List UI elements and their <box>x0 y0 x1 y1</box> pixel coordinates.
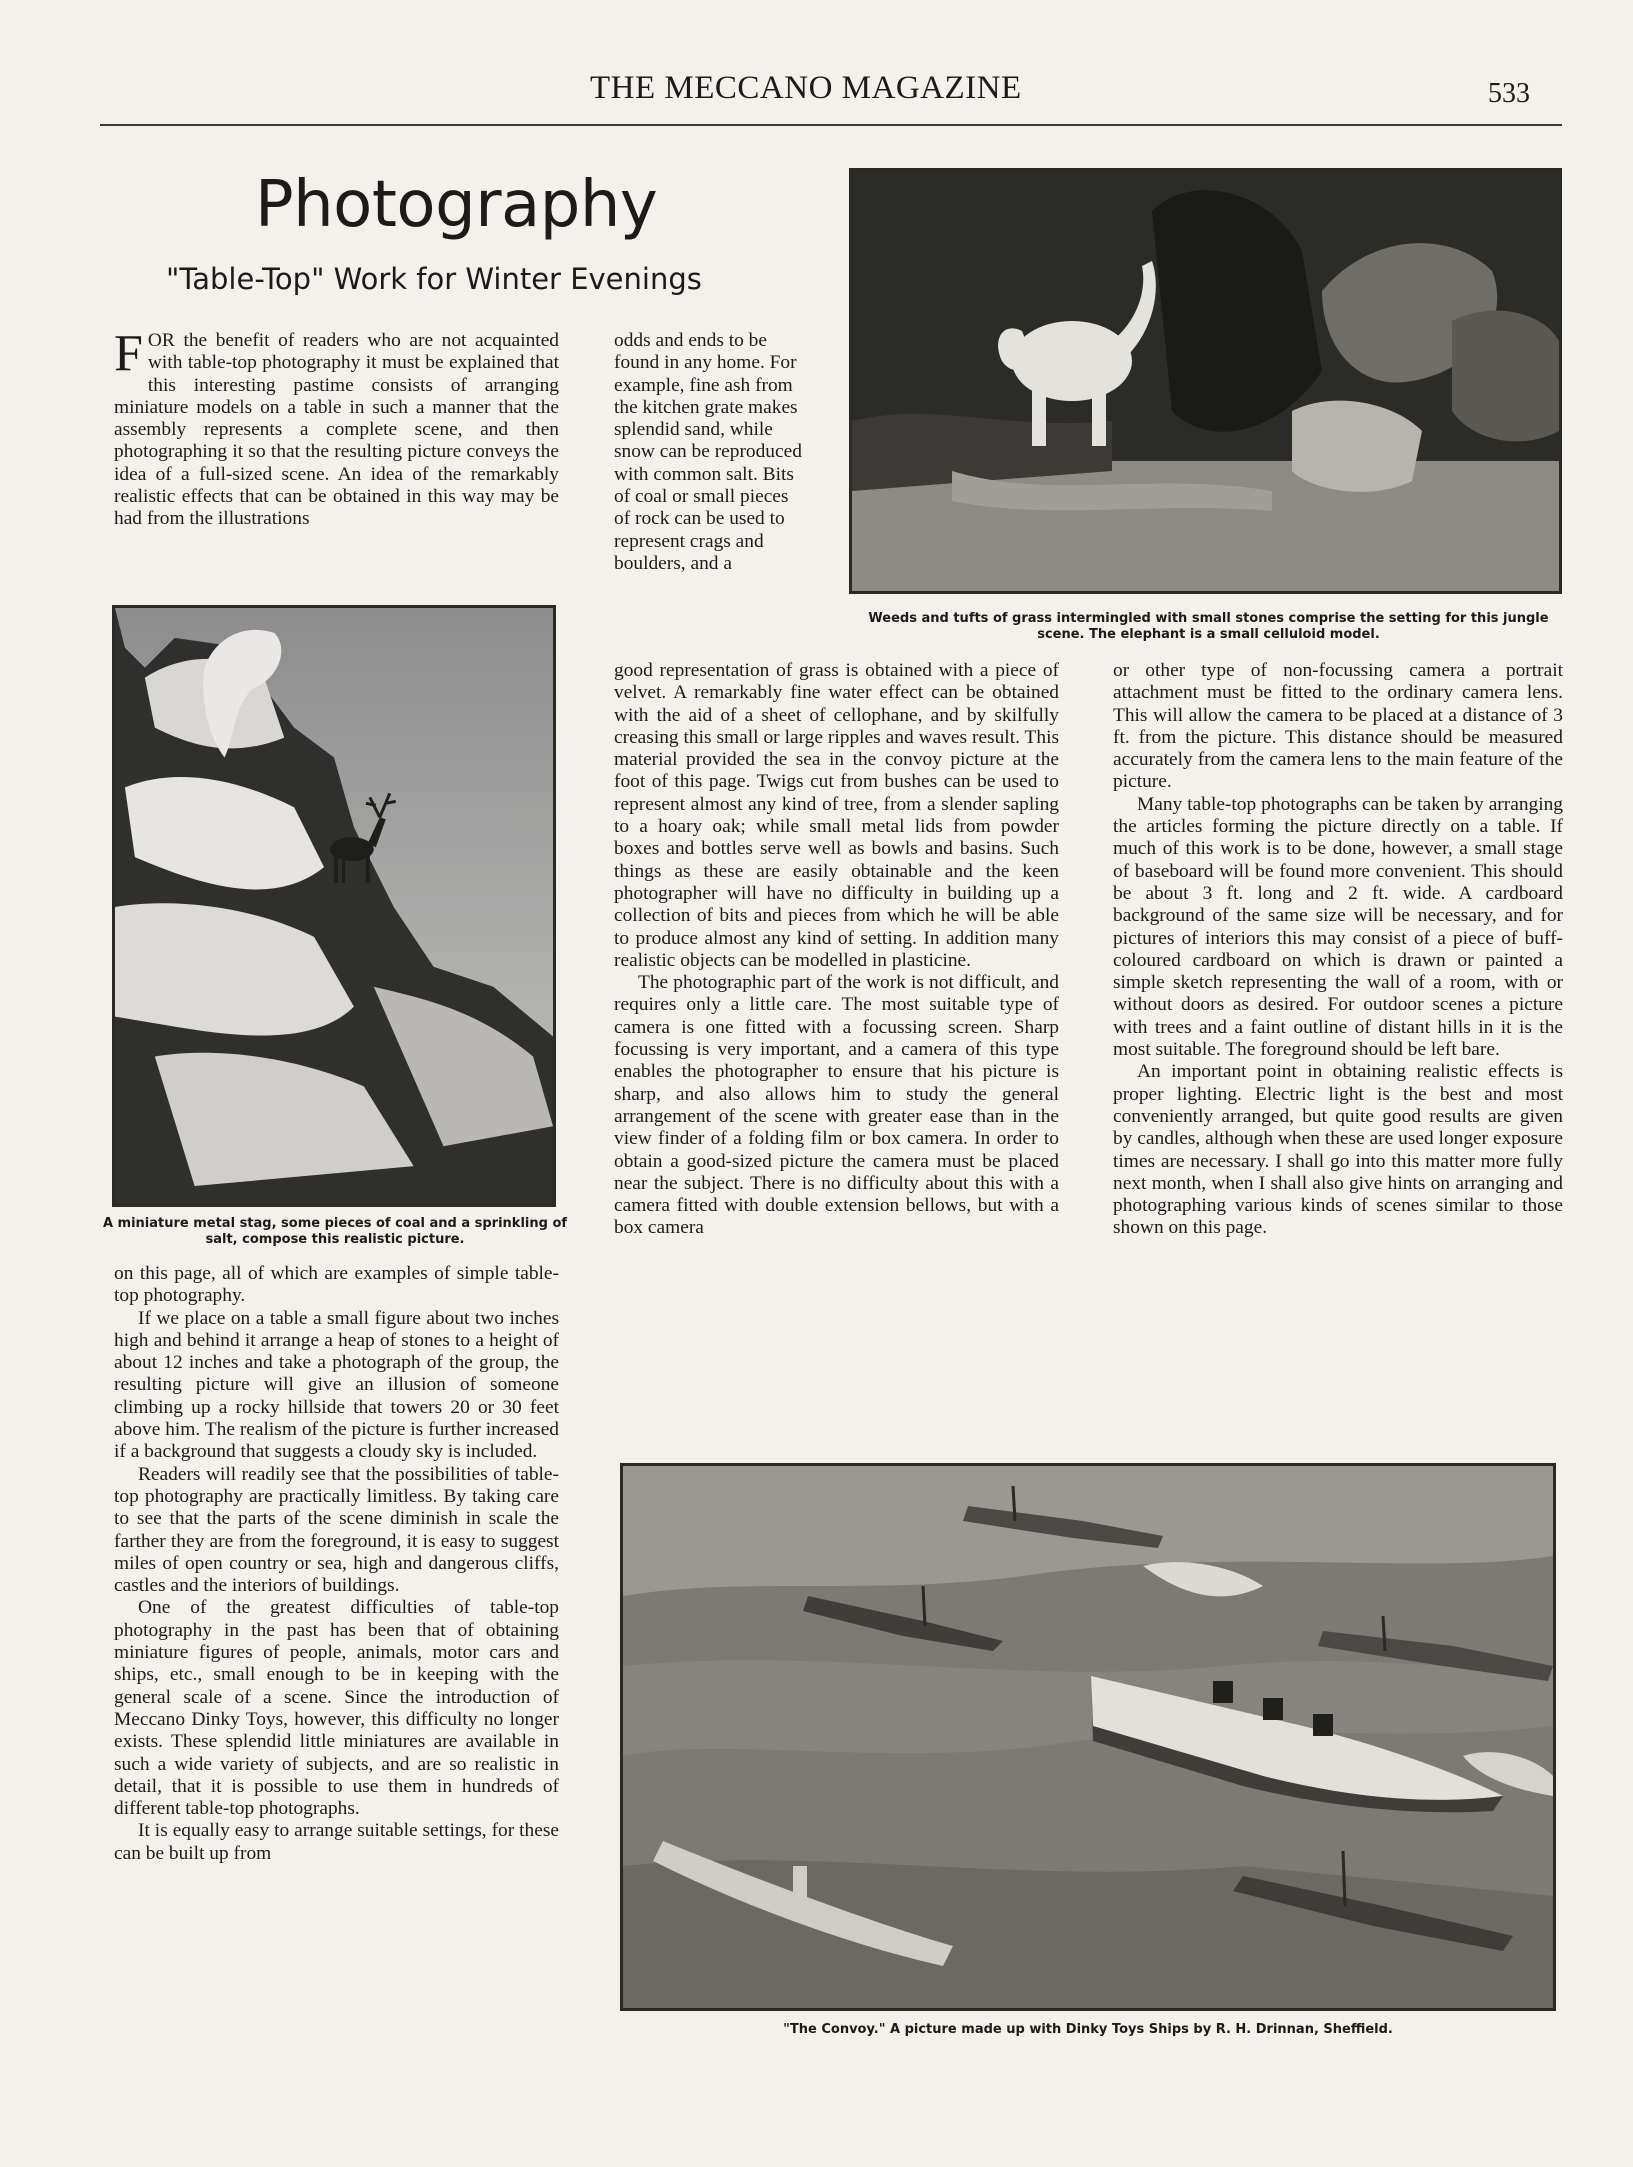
convoy-photo <box>620 1463 1556 2011</box>
stag-illustration <box>115 608 553 1204</box>
paragraph: One of the greatest difficulties of table-top photography in the past has been that of obtaining miniature figures of people, animals, motor cars and ships, etc., small enough to be in keeping with the general scale of a scene. Since the introduction of Meccano Dinky Toys, however, this difficulty no longer exists. These splendid little miniatures are available in such a wide variety of subjects, and are so realistic in detail, that it is possible to use them in hundreds of different table-top photographs. <box>114 1597 559 1820</box>
paragraph: If we place on a table a small figure about two inches high and behind it arrange a heap of stones to a height of about 12 inches and take a photograph of the group, the resulting picture will give an illusion of someone climbing up a rocky hillside that towers 20 or 30 feet above him. The realism of the picture is further increased if a background that suggests a cloudy sky is included. <box>114 1307 559 1463</box>
paragraph: Readers will readily see that the possibilities of table-top photography are practically limitless. By taking care to see that the parts of the scene diminish in scale the farther they are from the foreground, it is easy to suggest miles of open country or sea, high and dangerous cliffs, castles and the interiors of buildings. <box>114 1463 559 1597</box>
elephant-illustration <box>852 171 1559 591</box>
column-1-top <box>114 330 559 580</box>
page-number: 533 <box>1488 78 1530 109</box>
paragraph: or other type of non-focussing camera a portrait attachment must be fitted to the ordinary camera lens. This will allow the camera to be placed at a distance of 3 ft. from the picture. This distance should be measured accurately from the camera lens to the main feature of the picture. <box>1113 660 1563 793</box>
column-3 <box>1113 660 1563 1420</box>
paragraph: on this page, all of which are examples of simple table-top photography. <box>114 1263 559 1307</box>
article-headline: Photography <box>255 168 658 242</box>
paragraph: Many table-top photographs can be taken by arranging the articles forming the picture directly on a table. If much of this work is to be done, however, a small stage of baseboard will be found more convenient. This should be about 3 ft. long and 2 ft. wide. A cardboard background of the same size will be necessary, and for pictures of interiors this may consist of a piece of buff-coloured cardboard on which is drawn or painted a simple sketch representing the wall of a room, with or without doors as desired. For outdoor scenes a picture with trees and a faint outline of distant hills in it is the most suitable. The foreground should be left bare. <box>1113 793 1563 1061</box>
column-2-bottom <box>614 660 1059 1420</box>
elephant-caption: Weeds and tufts of grass intermingled with small stones comprise the setting for this jungle scene. The elephant is a small celluloid model. <box>868 611 1549 642</box>
stag-photo <box>112 605 556 1207</box>
paragraph: It is equally easy to arrange suitable settings, for these can be built up from <box>114 1820 559 1864</box>
article-subheadline: "Table-Top" Work for Winter Evenings <box>166 262 702 296</box>
paragraph: The photographic part of the work is not difficult, and requires only a little care. The most suitable type of camera is one fitted with a focussing screen. Sharp focussing is very important, and a camera of this type enables the photographer to ensure that his picture is sharp, and also allows him to study the general arrangement of the scene with greater ease than in the view finder of a folding film or box camera. In order to obtain a good-sized picture the camera must be placed near the subject. There is no difficulty about this with a camera fitted with double extension bellows, but with a box camera <box>614 972 1059 1239</box>
paragraph: OR the benefit of readers who are not acquainted with table-top photography it must be explained that this interesting pastime consists of arranging miniature models on a table in such a manner that the assembly represents a complete scene, and then photographing it so that the resulting picture conveys the idea of a full-sized scene. An idea of the remarkably realistic effects that can be obtained in this way may be had from the illustrations <box>114 330 559 530</box>
column-2-top <box>614 330 809 658</box>
convoy-caption: "The Convoy." A picture made up with Dinky Toys Ships by R. H. Drinnan, Sheffield. <box>783 2022 1393 2037</box>
convoy-illustration <box>623 1466 1553 2008</box>
paragraph: good representation of grass is obtained with a piece of velvet. A remarkably fine water effect can be obtained with the aid of a sheet of cellophane, and by skilfully creasing this small or large ripples and waves result. This material provided the sea in the convoy picture at the foot of this page. Twigs cut from bushes can be used to represent almost any kind of tree, from a slender sapling to a hoary oak; while small metal lids from powder boxes and bottles serve well as bowls and basins. Such things as these are easily obtainable and the keen photographer will have no difficulty in building up a collection of bits and pieces from which he will be able to produce almost any kind of setting. In addition many realistic objects can be modelled in plasticine. <box>614 660 1059 971</box>
column-1-bottom <box>114 1263 559 2043</box>
paragraph: An important point in obtaining realistic effects is proper lighting. Electric light is the best and most conveniently arranged, but quite good results are given by candles, although when these are used longer exposure times are necessary. I shall go into this matter more fully next month, when I shall also give hints on arranging and photographing various kinds of scenes similar to those shown on this page. <box>1113 1061 1563 1239</box>
paragraph: odds and ends to be found in any home. For example, fine ash from the kitchen grate makes splendid sand, while snow can be reproduced with common salt. Bits of coal or small pieces of rock can be used to represent crags and boulders, and a <box>614 330 802 574</box>
stag-caption: A miniature metal stag, some pieces of coal and a sprinkling of salt, compose this realistic picture. <box>102 1216 568 1247</box>
elephant-photo <box>849 168 1562 594</box>
header-rule <box>100 124 1562 126</box>
running-header-title: THE MECCANO MAGAZINE <box>590 70 1022 106</box>
drop-cap: F <box>114 330 143 382</box>
